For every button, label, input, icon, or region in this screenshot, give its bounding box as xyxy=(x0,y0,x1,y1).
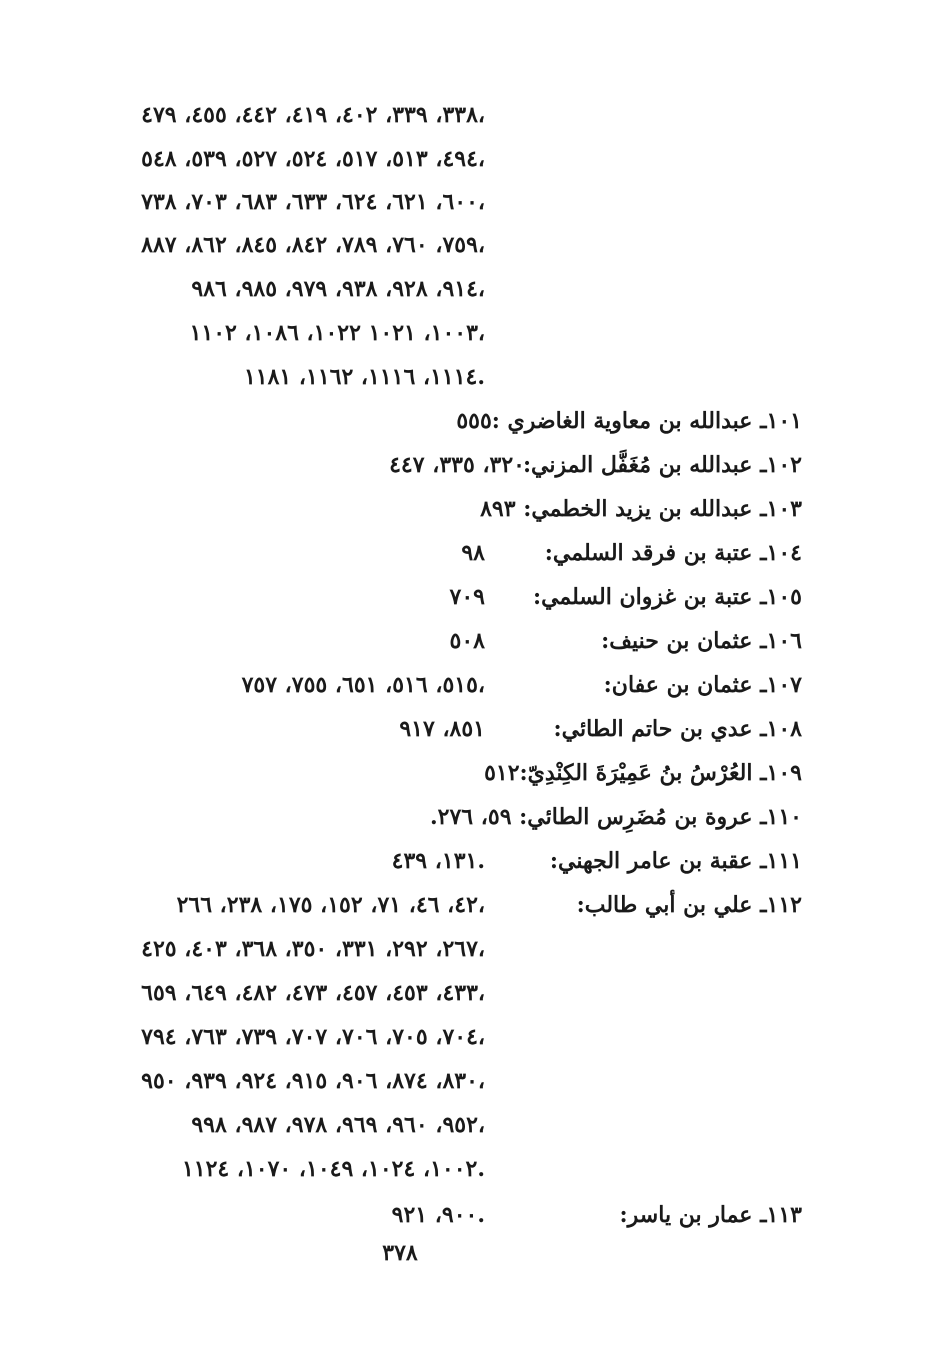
index-entry-refs: ١٣١، ٤٣٩. xyxy=(391,848,485,874)
index-entry-refs: ٥١٥، ٥١٦، ٦٥١، ٧٥٥، ٧٥٧، xyxy=(241,672,485,698)
index-entry-refs: ٩٠٠، ٩٢١. xyxy=(391,1202,485,1228)
index-entry-refs: ٨٥١، ٩١٧ xyxy=(399,716,485,742)
index-entry-name: ١٠٦ـ عثمان بن حنيف: xyxy=(601,628,802,654)
index-entry-refs: ٥٠٨ xyxy=(449,628,485,654)
index-entry-name: ١٠٥ـ عتبة بن غزوان السلمي: xyxy=(532,584,802,610)
index-entry-name: ١١٠ـ عروة بن مُضَرِس الطائي: ٥٩، ٢٧٦. xyxy=(429,804,802,830)
index-entry-name: ١٠٧ـ عثمان بن عفان: xyxy=(603,672,802,698)
continuation-line: ١١١٤، ١١١٦، ١١٦٢، ١١٨١. xyxy=(243,364,485,390)
index-entry-name: ١١٢ـ علي بن أبي طالب: xyxy=(576,892,802,918)
index-entry-refs: ٩٥٢، ٩٦٠، ٩٦٩، ٩٧٨، ٩٨٧، ٩٩٨، xyxy=(191,1112,485,1138)
continuation-line: ٤٩٤، ٥١٣، ٥١٧، ٥٢٤، ٥٢٧، ٥٣٩، ٥٤٨، xyxy=(141,146,485,172)
index-entry-name: ١٠٤ـ عتبة بن فرقد السلمي: xyxy=(544,540,802,566)
index-entry-refs: ٣٢٠، ٣٣٥، ٤٤٧ xyxy=(389,452,525,478)
index-entry-name: ١٠٣ـ عبدالله بن يزيد الخطمي: ٨٩٣ xyxy=(480,496,802,522)
index-entry-refs: ٤٣٣، ٤٥٣، ٤٥٧، ٤٧٣، ٤٨٢، ٦٤٩، ٦٥٩، xyxy=(141,980,485,1006)
continuation-line: ٦٠٠، ٦٢١، ٦٢٤، ٦٣٣، ٦٨٣، ٧٠٣، ٧٣٨، xyxy=(141,189,485,215)
index-entry-refs: ٤٢، ٤٦، ٧١، ١٥٢، ١٧٥، ٢٣٨، ٢٦٦، xyxy=(176,892,485,918)
index-entry-name: ١٠٩ـ العُرْسُ بنُ عَمِيْرَةَ الكِنْدِيّ:٥١٢ xyxy=(484,760,802,786)
index-entry-refs: ٨٣٠، ٨٧٤، ٩٠٦، ٩١٥، ٩٢٤، ٩٣٩، ٩٥٠، xyxy=(141,1068,485,1094)
index-entry-name: ١١١ـ عقبة بن عامر الجهني: xyxy=(549,848,802,874)
index-entry-refs: ٢٦٧، ٢٩٢، ٣٣١، ٣٥٠، ٣٦٨، ٤٠٣، ٤٢٥، xyxy=(141,936,485,962)
index-entry-refs: ٩٨ xyxy=(461,540,485,566)
index-entry-name: ١٠١ـ عبدالله بن معاوية الغاضري :٥٥٥ xyxy=(456,408,802,434)
continuation-line: ٩١٤، ٩٢٨، ٩٣٨، ٩٧٩، ٩٨٥، ٩٨٦، xyxy=(191,276,485,302)
index-entry-refs: ٧٠٩ xyxy=(449,584,485,610)
index-entry-name: ١٠٢ـ عبدالله بن مُغَفَّل المزني: xyxy=(522,452,802,478)
index-entry-name: ١٠٨ـ عدي بن حاتم الطائي: xyxy=(553,716,802,742)
continuation-line: ٧٥٩، ٧٦٠، ٧٨٩، ٨٤٢، ٨٤٥، ٨٦٢، ٨٨٧، xyxy=(141,232,485,258)
continuation-line: ٣٣٨، ٣٣٩، ٤٠٢، ٤١٩، ٤٤٢، ٤٥٥، ٤٧٩، xyxy=(141,102,485,128)
page-number: ٣٧٨ xyxy=(382,1240,418,1266)
index-entry-refs: ٧٠٤، ٧٠٥، ٧٠٦، ٧٠٧، ٧٣٩، ٧٦٣، ٧٩٤، xyxy=(141,1024,485,1050)
index-entry-refs: ١٠٠٢، ١٠٢٤، ١٠٤٩، ١٠٧٠، ١١٢٤. xyxy=(181,1156,485,1182)
index-entry-name: ١١٣ـ عمار بن ياسر: xyxy=(619,1202,802,1228)
continuation-line: ١٠٠٣، ١٠٢١ ١٠٢٢، ١٠٨٦، ١١٠٢، xyxy=(189,320,485,346)
